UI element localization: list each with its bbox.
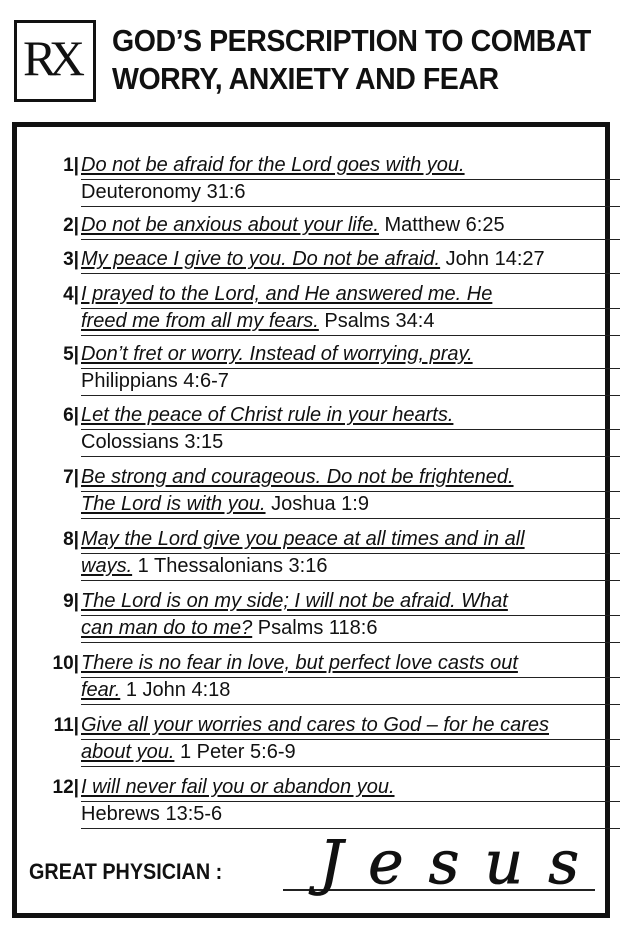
verse-quote: Do not be afraid for the Lord goes with you. <box>81 154 465 176</box>
verse-quote-cont: freed me from all my fears. <box>81 310 319 332</box>
verse-reference: Psalms 34:4 <box>318 310 435 332</box>
verse-quote: The Lord is on my side; I will not be afraid. What <box>81 590 508 612</box>
verse-quote-cont: ways. <box>81 555 133 577</box>
verse-line-2 <box>81 430 620 457</box>
verse-reference: Colossians 3:15 <box>81 431 224 453</box>
verse-line-1 <box>81 527 620 554</box>
verse-number: 6| <box>63 405 79 426</box>
verse-line-2 <box>81 740 620 767</box>
rx-logo <box>14 20 96 102</box>
verse-line-2 <box>81 616 620 643</box>
verse-number: 5| <box>63 344 79 365</box>
verse-number: 7| <box>63 467 79 488</box>
verse-quote: I will never fail you or abandon you. <box>81 776 395 798</box>
verse-quote: Let the peace of Christ rule in your hearts. <box>81 404 454 426</box>
verse-quote: May the Lord give you peace at all times and in all <box>81 528 525 550</box>
verse-quote: Don’t fret or worry. Instead of worrying, pray. <box>81 343 473 365</box>
verse-number: 2| <box>63 215 79 236</box>
verse-reference: 1 John 4:18 <box>120 679 231 701</box>
verse-line-1 <box>81 342 620 369</box>
verse-line-1 <box>81 282 620 309</box>
verse-quote-cont: can man do to me? <box>81 617 253 639</box>
signature <box>279 817 599 897</box>
prescription-card <box>12 122 610 918</box>
verse-number: 4| <box>63 284 79 305</box>
verse-reference: Deuteronomy 31:6 <box>81 181 246 203</box>
verse-quote: My peace I give to you. Do not be afraid. <box>81 248 441 270</box>
verse-line-1 <box>81 775 620 802</box>
verse-quote: Give all your worries and cares to God – for he cares <box>81 714 549 736</box>
verse-reference: Philippians 4:6-7 <box>81 370 229 392</box>
verse-number: 12| <box>52 777 79 798</box>
title-line-1: GOD’S PERSCRIPTION TO COMBAT <box>112 23 591 58</box>
verse-number: 9| <box>63 591 79 612</box>
verse-line-1 <box>81 403 620 430</box>
verse-quote: There is no fear in love, but perfect love casts out <box>81 652 518 674</box>
verse-quote-cont: about you. <box>81 741 175 763</box>
verse-line-1 <box>81 153 620 180</box>
verse-reference: 1 Thessalonians 3:16 <box>132 555 328 577</box>
verse-line-2 <box>81 309 620 336</box>
title-line-2: WORRY, ANXIETY AND FEAR <box>112 61 499 96</box>
verse-number: 8| <box>63 529 79 550</box>
verse-quote: Be strong and courageous. Do not be frightened. <box>81 466 514 488</box>
verse-reference: Hebrews 13:5-6 <box>81 803 223 825</box>
verse-line-1 <box>81 651 620 678</box>
verse-quote: I prayed to the Lord, and He answered me. He <box>81 283 493 305</box>
verse-line-2 <box>81 678 620 705</box>
verse-line-2 <box>81 554 620 581</box>
verse-reference: 1 Peter 5:6-9 <box>174 741 296 763</box>
svg-text:RX: RX <box>23 30 85 86</box>
verse-reference: Matthew 6:25 <box>378 214 505 236</box>
verse-quote-cont: The Lord is with you. <box>81 493 266 515</box>
verse-number: 1| <box>63 155 79 176</box>
verse-quote: Do not be anxious about your life. <box>81 214 379 236</box>
verse-line-2 <box>81 180 620 207</box>
verse-reference: Joshua 1:9 <box>265 493 369 515</box>
verse-line-2 <box>81 492 620 519</box>
verse-reference: John 14:27 <box>440 248 545 270</box>
verse-line-1 <box>81 713 620 740</box>
verse-quote-cont: fear. <box>81 679 121 701</box>
footer-label: GREAT PHYSICIAN : <box>29 859 223 884</box>
verse-line-1 <box>81 247 620 274</box>
verse-reference: Psalms 118:6 <box>252 617 378 639</box>
svg-text:Jesus: Jesus <box>319 828 579 897</box>
verse-number: 11| <box>53 715 79 736</box>
verse-number: 10| <box>52 653 79 674</box>
verse-line-1 <box>81 589 620 616</box>
verse-line-1 <box>81 465 620 492</box>
verse-line-2 <box>81 369 620 396</box>
verse-line-1 <box>81 213 620 240</box>
verse-number: 3| <box>63 249 79 270</box>
rx-symbol-icon <box>17 23 93 99</box>
page-title <box>112 22 591 98</box>
